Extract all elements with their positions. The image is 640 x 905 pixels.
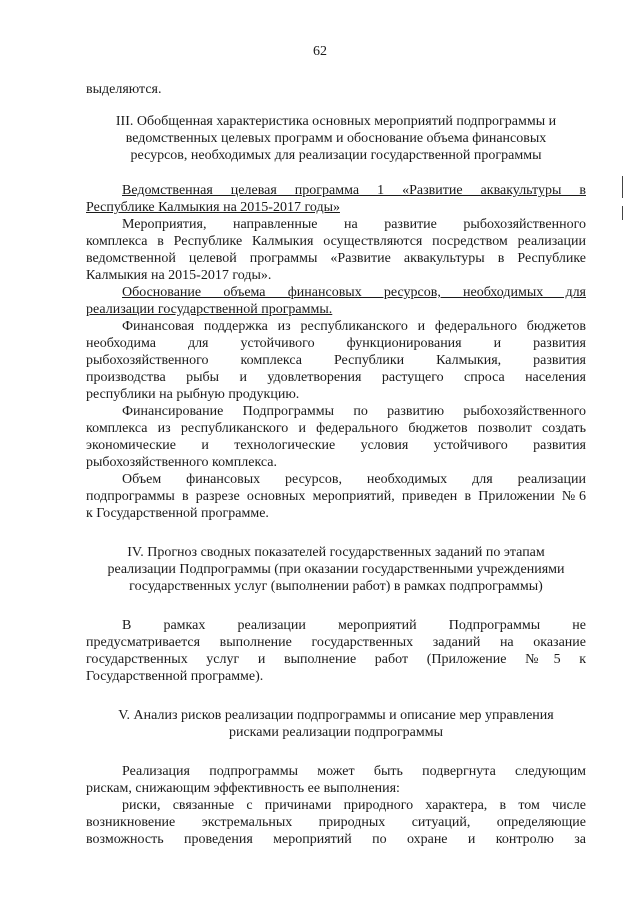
section-4-heading: IV. Прогноз сводных показателей государственных заданий по этапам реализации Подпрограммы (при оказании государственными учреждениями государственных услуг (выполнении работ) в рамках подпрограммы) (107, 545, 565, 594)
paragraph: Реализация подпрограммы может быть подвергнута следующим рискам, снижающим эффективность ее выполнения: (86, 764, 586, 796)
paragraph: риски, связанные с причинами природного характера, в том числе возникновение экстремальных природных ситуаций, определяющие возможность проведения мероприятий по охране и контролю за (86, 798, 586, 847)
justification-title: Обоснование объема финансовых ресурсов, необходимых для реализации государственной программы. (86, 285, 586, 317)
program-title: Ведомственная целевая программа 1 «Развитие аквакультуры в Республике Калмыкия на 2015-2017 годы» (86, 183, 586, 215)
paragraph: Мероприятия, направленные на развитие рыбохозяйственного комплекса в Республике Калмыкия осуществляются посредством реализации ведомственной целевой программы «Развитие аквакультуры в Республике Калмыкия на 2015-2017 годы». (86, 217, 586, 283)
continuation-text: выделяются. (86, 82, 162, 97)
margin-mark (622, 176, 623, 198)
paragraph: Финансовая поддержка из республиканского и федерального бюджетов необходима для устойчивого функционирования и развития рыбохозяйственного комплекса Республики Калмыкия, развития производства рыбы и удовлетворения растущего спроса населения республики на рыбную продукцию. (86, 319, 586, 402)
section-5-heading: V. Анализ рисков реализации подпрограммы и описание мер управления рисками реализации подпрограммы (118, 708, 554, 740)
page-number: 62 (313, 44, 327, 59)
paragraph: В рамках реализации мероприятий Подпрограммы не предусматривается выполнение государственных заданий на оказание государственных услуг и выполнение работ (Приложение №5 к Государственной программе). (86, 618, 586, 684)
paragraph: Финансирование Подпрограммы по развитию рыбохозяйственного комплекса из республиканского и федерального бюджетов позволит создать экономические и технологические условия устойчивого развития рыбохозяйственного комплекса. (86, 404, 586, 470)
section-3-heading: III. Обобщенная характеристика основных мероприятий подпрограммы и ведомственных целевых программ и обоснование объема финансовых ресурсов, необходимых для реализации государственной программы (115, 114, 557, 163)
paragraph: Объем финансовых ресурсов, необходимых для реализации подпрограммы в разрезе основных мероприятий, приведен в Приложении №6 к Государственной программе. (86, 472, 586, 521)
margin-mark (622, 206, 623, 220)
page-body (86, 81, 586, 848)
